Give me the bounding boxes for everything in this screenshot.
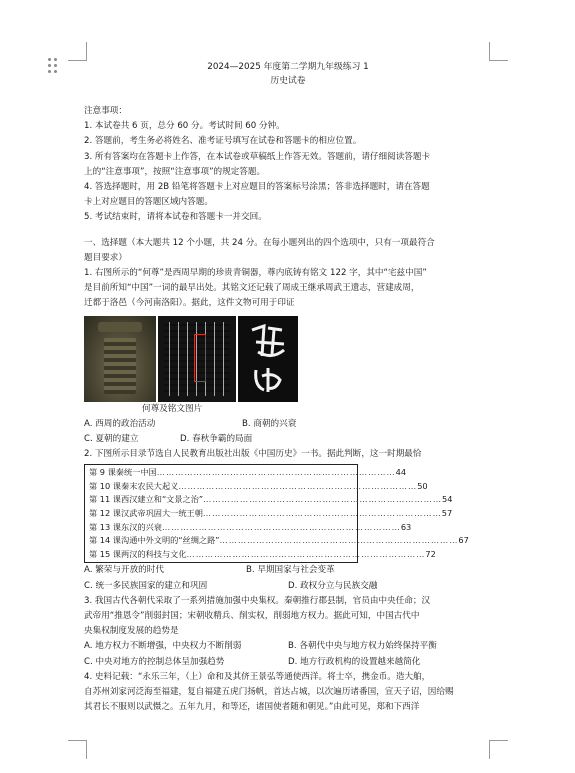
- question-2-options-row: [84, 579, 492, 594]
- toc-row: [89, 493, 453, 507]
- notice-line: 2. 答题前，考生务必将姓名、准考证号填写在试卷和答题卡的相应位置。: [84, 136, 362, 147]
- notice-line: 3. 所有答案均在答题卡上作答，在本试卷或草稿纸上作答无效。答题前，请仔细阅读答题卡: [84, 151, 431, 162]
- question-3-stem: 3. 我国古代各朝代采取了一系列措施加强中央集权。秦朝推行郡县制，官员由中央任命；汉: [84, 595, 431, 606]
- option-b: B. 早期国家与社会变革: [246, 565, 335, 576]
- table-of-contents: [84, 464, 469, 563]
- toc-page-number: 57: [441, 508, 453, 519]
- toc-lesson-name: 秦末农民大起义: [121, 480, 179, 491]
- inscription-characters-image: [238, 316, 298, 402]
- option-a: A. 西周的政治活动: [84, 418, 156, 429]
- question-4-stem: 其君长不服则以武慑之。五年九月，和等还，诸国使者随和朝见。”由此可见，郑和下西洋: [84, 702, 420, 713]
- question-1-stem: 1. 右图所示的“何尊”是西周早期的珍贵青铜器，尊内底铸有铭文 122 字，其中“宅兹中国”: [84, 268, 427, 279]
- exam-subtitle: 历史试卷: [270, 76, 306, 86]
- toc-leader-dots: ……………………………………………………………………: [219, 535, 459, 546]
- crop-mark-bottom-right: [489, 740, 508, 759]
- crop-mark-top-left: [68, 42, 87, 61]
- option-d: D. 政权分立与民族交融: [288, 580, 378, 591]
- option-d: D. 春秋争霸的局面: [180, 433, 253, 444]
- question-1-stem: 是目前所知“中国”一词的最早出处。其铭文还记载了周成王继承周武王遗志，营建成周，: [84, 283, 420, 294]
- notice-line: 4. 答选择题时，用 2B 铅笔将答题卡上对应题目的答案标号涂黑；答非选择题时，请在答题: [84, 182, 430, 193]
- question-1-options-row: [84, 432, 492, 447]
- question-4-stem: 自苏州刘家河泛海至福建，复自福建五虎门扬帆，首达占城，以次遍历诸番国，宣天子诏，因给赐: [84, 687, 454, 698]
- toc-page-number: 44: [395, 467, 407, 478]
- page-content: [84, 60, 492, 715]
- toc-row: [89, 548, 436, 562]
- question-3-stem: 武帝用“推恩令”削弱封国；宋朝收精兵、削实权，削弱地方权力。据此可知，中国古代中: [84, 611, 420, 622]
- question-2-stem: 2. 下图所示目录节选自人民教育出版社出版《中国历史》一书。据此判断，这一时期最恰: [84, 449, 422, 460]
- toc-leader-dots: ……………………………………………………………………: [161, 521, 401, 532]
- toc-page-number: 54: [442, 494, 453, 505]
- toc-lesson-number: 第 15 课: [89, 548, 121, 559]
- toc-lesson-name: 两汉的科技与文化: [121, 548, 187, 559]
- toc-leader-dots: ……………………………………………………………………: [202, 508, 442, 519]
- question-4-stem: 4. 史料记载：“永乐三年，（上）命和及其侪王景弘等通使西洋。将士卒，携金币。造大舶，: [84, 671, 431, 682]
- section-heading-cont: 题目要求）: [84, 252, 127, 263]
- option-c: C. 统一多民族国家的建立和巩固: [84, 580, 208, 591]
- toc-lesson-number: 第 12 课: [89, 508, 121, 519]
- drag-handle-icon[interactable]: [48, 58, 58, 74]
- toc-page-number: 72: [425, 548, 436, 559]
- section-heading: 一、选择题（本大题共 12 个小题，共 24 分。在每小题列出的四个选项中，只有一项最符合: [84, 237, 435, 248]
- inscription-rubbing-image: [158, 316, 236, 402]
- toc-row: [89, 466, 407, 480]
- question-2-options-row: [84, 563, 492, 578]
- question-1-figures: [84, 316, 492, 402]
- toc-lesson-name: 东汉的兴衰: [121, 521, 162, 532]
- toc-row: [89, 521, 412, 535]
- toc-lesson-name: 汉武帝巩固大一统王朝: [121, 508, 203, 519]
- question-3-options-row: [84, 639, 492, 654]
- notice-heading: 注意事项：: [84, 106, 127, 116]
- toc-row: [89, 534, 469, 548]
- toc-page-number: 67: [458, 535, 469, 546]
- notice-line: 上的“注意事项”，按照“注意事项”的规定答题。: [84, 166, 266, 177]
- toc-leader-dots: ……………………………………………………………………: [186, 548, 426, 559]
- exam-title: 2024—2025 年度第二学期九年级练习 1: [207, 62, 369, 72]
- notice-line: 5. 考试结束时，请将本试卷和答题卡一并交回。: [84, 212, 267, 223]
- question-1-options-row: [84, 417, 492, 432]
- question-3-options-row: [84, 655, 492, 670]
- option-c: C. 中央对地方的控制总体呈加强趋势: [84, 656, 225, 667]
- toc-lesson-number: 第 9 课: [89, 467, 116, 478]
- toc-lesson-number: 第 10 课: [89, 480, 121, 491]
- toc-leader-dots: ……………………………………………………………………: [203, 494, 443, 505]
- toc-lesson-name: 西汉建立和“文景之治”: [121, 494, 204, 505]
- toc-page-number: 63: [400, 521, 412, 532]
- question-3-stem: 央集权制度发展的趋势是: [84, 626, 179, 637]
- toc-lesson-name: 沟通中外文明的“丝绸之路”: [121, 535, 220, 546]
- toc-page-number: 50: [417, 480, 428, 491]
- option-a: A. 繁荣与开放的时代: [84, 565, 164, 576]
- toc-row: [89, 507, 453, 521]
- toc-leader-dots: ……………………………………………………………………: [156, 467, 396, 478]
- toc-lesson-number: 第 14 课: [89, 535, 121, 546]
- toc-lesson-name: 秦统一中国: [115, 467, 157, 478]
- notice-line: 1. 本试卷共 6 页，总分 60 分。考试时间 60 分钟。: [84, 121, 285, 132]
- toc-row: [89, 480, 428, 494]
- option-b: B. 各朝代中央与地方权力始终保持平衡: [288, 641, 437, 652]
- toc-leader-dots: ……………………………………………………………………: [178, 480, 418, 491]
- option-a: A. 地方权力不断增强，中央权力不断削弱: [84, 641, 242, 652]
- option-c: C. 夏朝的建立: [84, 433, 139, 444]
- figure-caption: 何尊及铭文图片: [142, 403, 203, 414]
- toc-lesson-number: 第 11 课: [89, 494, 121, 505]
- option-b: B. 商朝的兴衰: [242, 418, 297, 429]
- crop-mark-top-right: [489, 42, 508, 61]
- toc-lesson-number: 第 13 课: [89, 521, 121, 532]
- question-1-stem: 迁都于洛邑（今河南洛阳）。据此，这件文物可用于印证: [84, 298, 295, 309]
- notice-line: 卡上对应题目的答题区域内答题。: [84, 197, 213, 208]
- bronze-vessel-image: [84, 316, 156, 402]
- option-d: D. 地方行政机构的设置越来越简化: [288, 656, 421, 667]
- crop-mark-bottom-left: [68, 740, 87, 759]
